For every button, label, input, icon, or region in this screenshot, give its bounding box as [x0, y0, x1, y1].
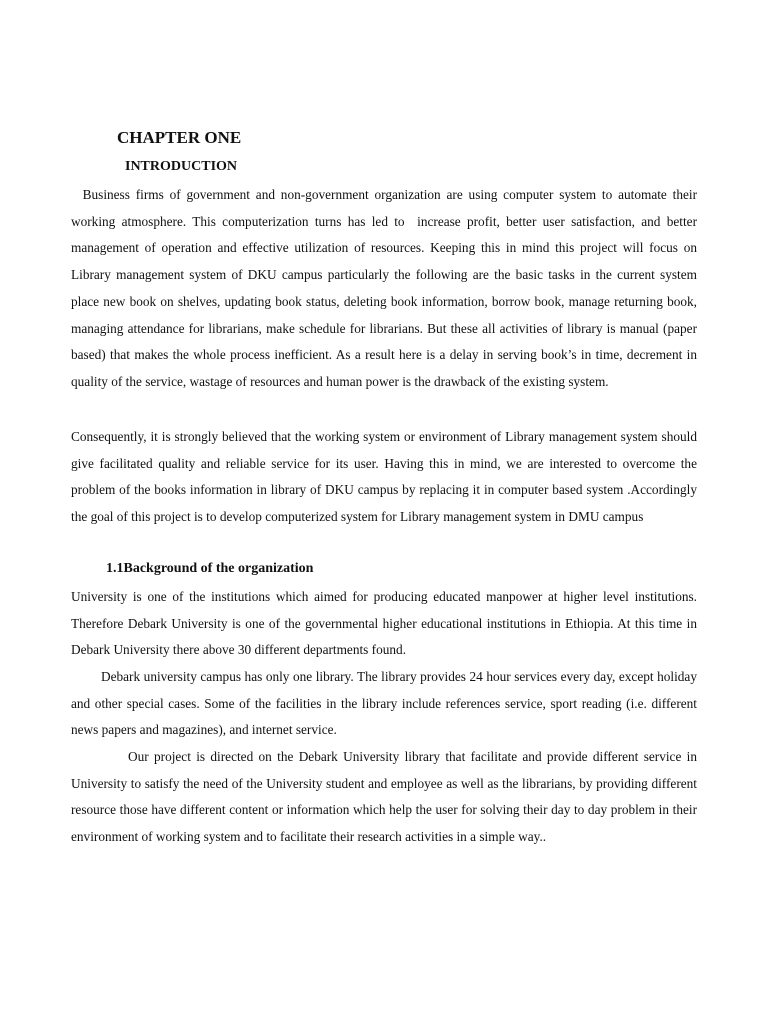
paragraph-introduction: Business firms of government and non-government organization are using computer system to automate their working atmosphere. This computerization turns has led to increase profit, better user satisfaction, and better management of operation and effective utilization of resources. Keeping this in mind this project will focus on Library management system of DKU campus particularly the following are the basic tasks in the current system place new book on shelves, updating book status, deleting book information, borrow book, manage returning book, managing attendance for librarians, make schedule for librarians. But these all activities of library is manual (paper based) that makes the whole process inefficient. As a result here is a delay in serving book’s in time, decrement in quality of the service, wastage of resources and human power is the drawback of the existing system. — [71, 187, 701, 389]
subsection-title: 1.1Background of the organization — [106, 561, 314, 576]
chapter-title: CHAPTER ONE — [117, 128, 242, 147]
paragraph-consequently: Consequently, it is strongly believed that the working system or environment of Library management system should give facilitated quality and reliable service for its user. Having this in mind, we are interested to overcome the problem of the books information in library of DKU campus by replacing it in computer based system .Accordingly the goal of this project is to develop computerized system for Library management system in DMU campus — [71, 429, 697, 525]
paragraph-project-direction: Our project is directed on the Debark University library that facilitate and provide different service in University to satisfy the need of the University student and employee as well as the librarians, by providing different resource those have different content or information which help the user for solving their day to day problem in their environment of working system and to facilitate their research activities in a simple way.. — [71, 749, 697, 845]
paragraph-university: University is one of the institutions which aimed for producing educated manpower at higher level institutions. Therefore Debark University is one of the governmental higher educational institutions in Ethiopia. At this time in Debark University there above 30 different departments found. — [71, 589, 697, 658]
section-title: INTRODUCTION — [125, 159, 238, 174]
paragraph-library-campus: Debark university campus has only one library. The library provides 24 hour services every day, except holiday and other special cases. Some of the facilities in the library include references service, sport reading (i.e. different news papers and magazines), and internet service. — [71, 669, 697, 738]
